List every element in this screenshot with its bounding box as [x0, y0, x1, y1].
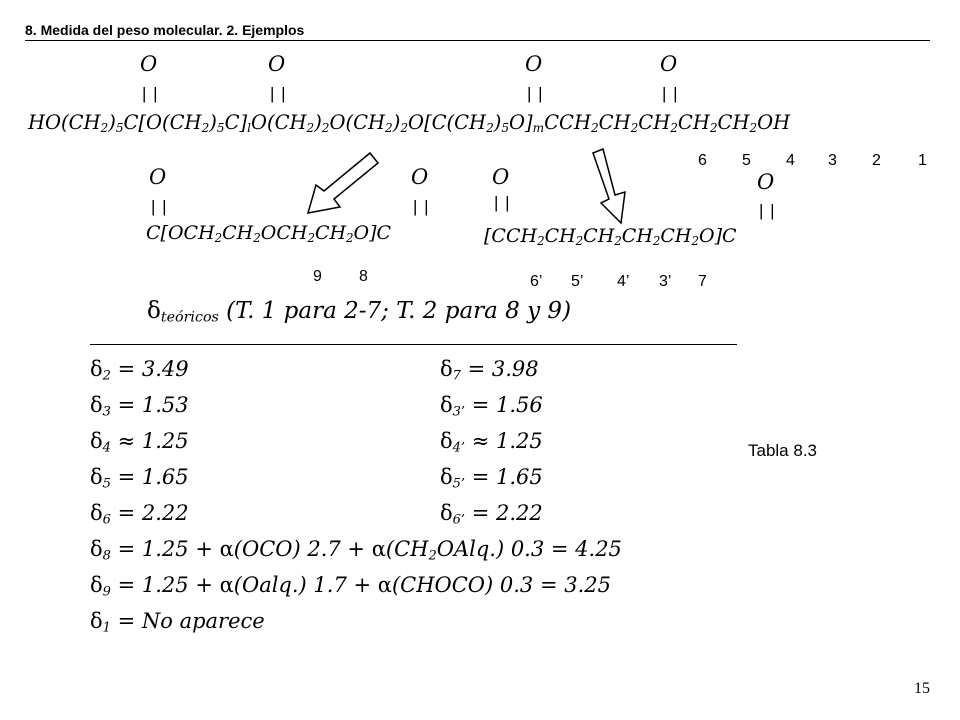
- theory-title: $\delta_{teóricos}$ (T. 1 para 2-7; T. 2 para 8 y 9): [147, 298, 572, 326]
- carbonyl-oxygen: O: [268, 52, 286, 76]
- carbonyl-oxygen: O: [140, 52, 158, 76]
- table-caption: Tabla 8.3: [748, 441, 817, 460]
- position-number: 6: [698, 152, 707, 169]
- position-number: 7: [698, 273, 707, 290]
- position-number: 6’: [530, 273, 543, 290]
- carbonyl-oxygen: O: [757, 170, 775, 194]
- double-bond: | |: [494, 193, 511, 212]
- shift-value: $\delta_{5’} = 1.65$: [440, 465, 543, 492]
- shift-value: $\delta_5 = 1.65$: [90, 465, 189, 492]
- double-bond: | |: [142, 84, 159, 103]
- double-bond: | |: [151, 197, 168, 216]
- down-right-arrow-icon: [585, 145, 635, 225]
- carbonyl-oxygen: O: [411, 165, 429, 189]
- double-bond: | |: [662, 84, 679, 103]
- double-bond: | |: [413, 197, 430, 216]
- position-number: 1: [918, 152, 927, 169]
- page-number: 15: [914, 680, 930, 697]
- carbonyl-oxygen: O: [660, 52, 678, 76]
- shift-value: $\delta_6 = 2.22$: [90, 501, 189, 528]
- position-number: 4: [786, 152, 795, 169]
- shift-value: $\delta_2 = 3.49$: [90, 357, 189, 384]
- position-number: 3: [828, 152, 837, 169]
- shift-value: $\delta_{6’} = 2.22$: [440, 501, 543, 528]
- header-rule: [25, 40, 930, 41]
- position-number: 8: [359, 268, 368, 285]
- double-bond: | |: [527, 84, 544, 103]
- shift-value: $\delta_7 = 3.98$: [440, 357, 539, 384]
- fragment-formula-right: $[CCH_2CH_2CH_2CH_2CH_2O]C$: [484, 225, 737, 248]
- position-number: 5: [742, 152, 751, 169]
- carbonyl-oxygen: O: [149, 165, 167, 189]
- shift-value: $\delta_{4’} \approx 1.25$: [440, 429, 543, 456]
- polymer-formula: $HO(CH_2)_5C[O(CH_2)_5C]_lO(CH_2)_2O(CH_2)_2O[C(CH_2)_5O]_mCCH_2CH_2CH_2CH_2CH_2OH$: [28, 111, 791, 136]
- position-number: 2: [872, 152, 881, 169]
- double-bond: | |: [759, 201, 776, 220]
- position-number: 9: [313, 268, 322, 285]
- section-header: 8. Medida del peso molecular. 2. Ejemplos: [25, 22, 305, 38]
- position-number: 3’: [659, 273, 672, 290]
- carbonyl-oxygen: O: [525, 52, 543, 76]
- shift-value-8: $\delta_8 = 1.25 + \alpha(OCO) 2.7$ + $\alpha(CH_2OAlq.) 0.3 = 4.25$: [90, 537, 622, 564]
- shift-value-1: $\delta_1 = No$ aparece: [90, 609, 265, 636]
- title-rule: [90, 344, 737, 345]
- down-left-arrow-icon: [300, 145, 380, 220]
- shift-value: $\delta_{3’} = 1.56$: [440, 393, 543, 420]
- carbonyl-oxygen: O: [492, 165, 510, 189]
- position-number: 4’: [617, 273, 630, 290]
- shift-value: $\delta_3 = 1.53$: [90, 393, 189, 420]
- shift-value: $\delta_4 \approx 1.25$: [90, 429, 189, 456]
- shift-value-9: $\delta_9 = 1.25$ + α(Oalq.) 1.7 + α(CHOCO) 0.3 = 3.25: [90, 573, 611, 600]
- double-bond: | |: [270, 84, 287, 103]
- fragment-formula-left: $C[OCH_2CH_2OCH_2CH_2O]C$: [146, 222, 392, 245]
- position-number: 5’: [571, 273, 584, 290]
